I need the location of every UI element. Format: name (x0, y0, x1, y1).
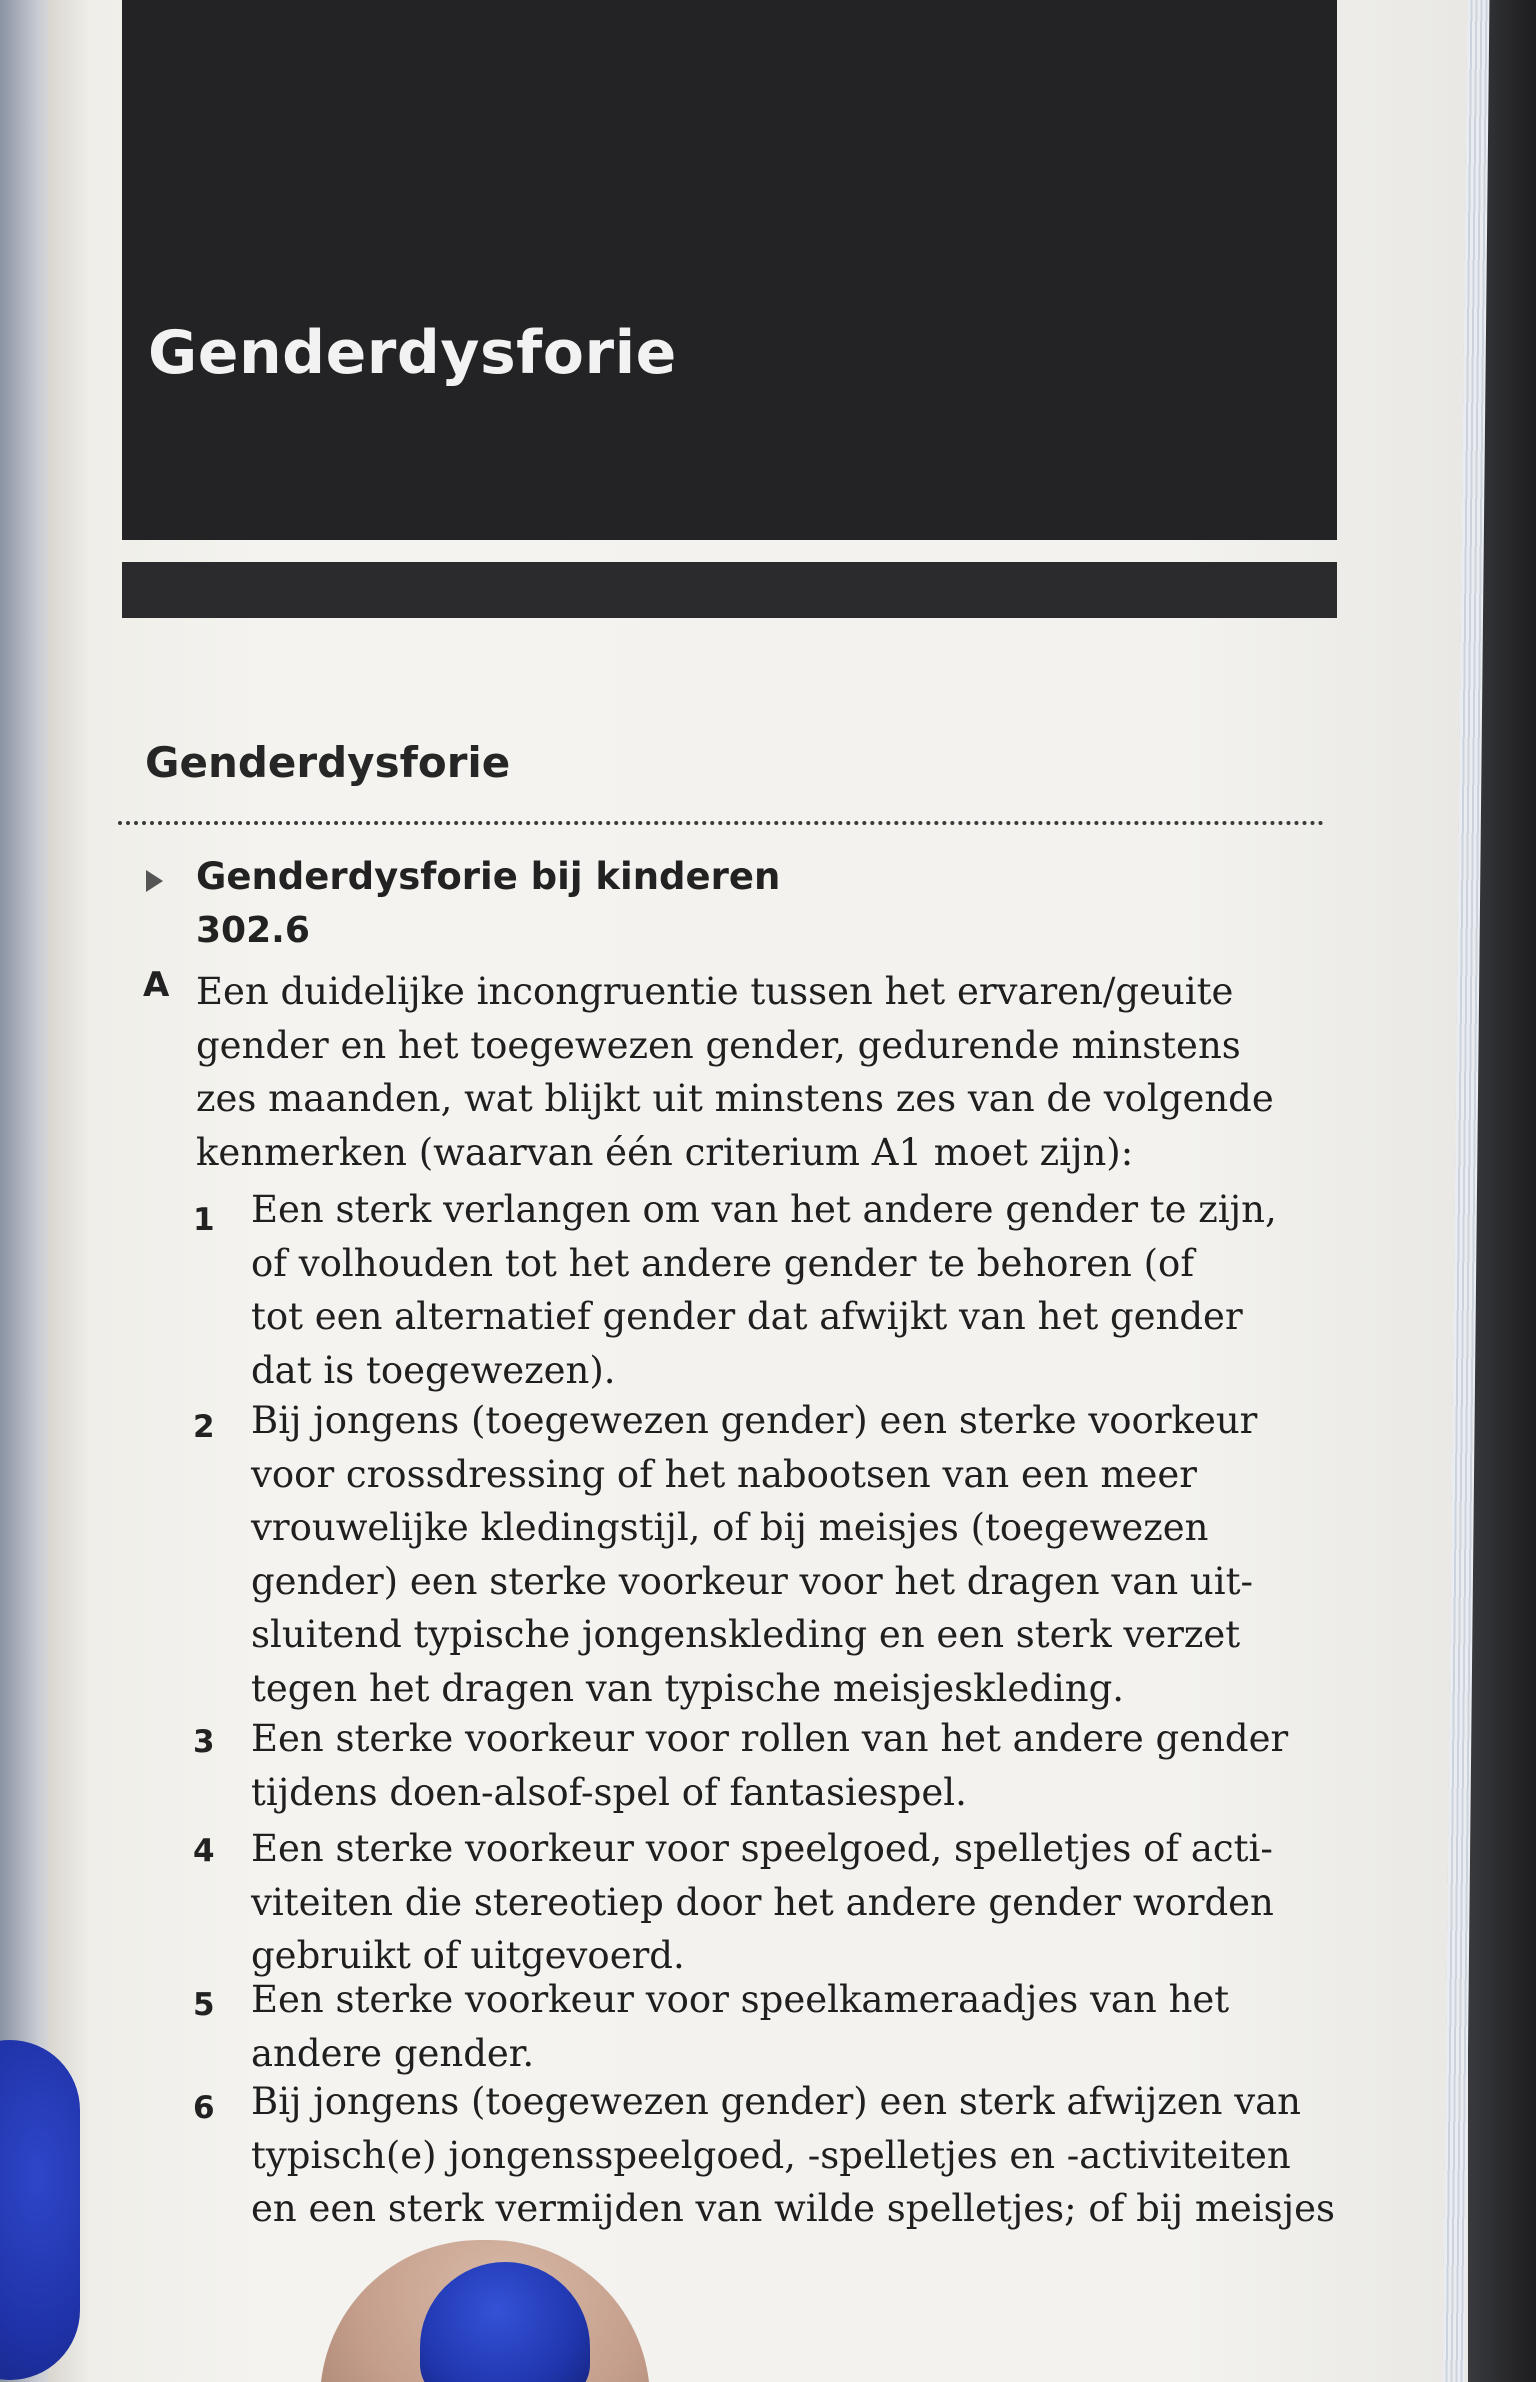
chapter-header-block (122, 0, 1337, 540)
triangle-bullet-icon (146, 870, 163, 892)
item-line: Een sterke voorkeur voor speelgoed, spelletjes of acti- (251, 1827, 1273, 1870)
item-line: Een sterke voorkeur voor speelkameraadjes van het (251, 1978, 1230, 2021)
painted-thumbnail (0, 2040, 80, 2380)
criterion-line: gender en het toegewezen gender, gedurende minstens (196, 1023, 1241, 1067)
item-line: andere gender. (251, 2031, 535, 2075)
item-line: en een sterk vermijden van wilde spelletjes; of bij meisjes (251, 2187, 1336, 2230)
subsection-title: Genderdysforie bij kinderen (196, 855, 781, 898)
item-line: Bij jongens (toegewezen gender) een sterk afwijzen van (251, 2080, 1301, 2123)
item-number: 5 (193, 1987, 215, 2023)
item-number: 3 (193, 1724, 215, 1760)
item-line: Een sterke voorkeur voor rollen van het andere gender (251, 1717, 1289, 1760)
section-title: Genderdysforie (145, 738, 511, 787)
list-item (251, 1822, 1301, 1983)
list-item (251, 1394, 1301, 1715)
list-item (251, 1183, 1301, 1397)
item-line: tot een alternatief gender dat afwijkt van het gender (251, 1295, 1243, 1338)
criterion-line: kenmerken (waarvan één criterium A1 moet zijn): (196, 1130, 1134, 1174)
criterion-line: Een duidelijke incongruentie tussen het ervaren/geuite (196, 970, 1234, 1013)
item-line: gebruikt of uitgevoerd. (251, 1934, 685, 1977)
item-line: viteiten die stereotiep door het andere gender worden (251, 1880, 1274, 1924)
list-item (251, 1973, 1301, 2080)
item-line: sluitend typische jongenskleding en een sterk verzet (251, 1613, 1241, 1656)
item-line: gender) een sterke voorkeur voor het dragen van uit- (251, 1559, 1253, 1603)
item-line: Bij jongens (toegewezen gender) een sterke voorkeur (251, 1399, 1258, 1442)
item-number: 4 (193, 1833, 215, 1869)
criterion-text (196, 965, 1301, 1179)
dotted-divider (118, 821, 1324, 825)
item-line: tegen het dragen van typische meisjeskleding. (251, 1666, 1125, 1710)
item-line: typisch(e) jongensspeelgoed, -spelletjes en -activiteiten (251, 2133, 1291, 2177)
list-item (251, 1712, 1301, 1819)
item-line: Een sterk verlangen om van het andere gender te zijn, (251, 1188, 1277, 1231)
criterion-line: zes maanden, wat blijkt uit minstens zes van de volgende (196, 1077, 1274, 1120)
header-bar (122, 562, 1337, 618)
diagnosis-code: 302.6 (196, 910, 310, 951)
item-line: voor crossdressing of het nabootsen van een meer (251, 1452, 1197, 1496)
criterion-letter: A (143, 965, 170, 1005)
item-line: vrouwelijke kledingstijl, of bij meisjes (toegewezen (251, 1506, 1209, 1549)
item-line: of volhouden tot het andere gender te behoren (of (251, 1241, 1195, 1285)
item-number: 6 (193, 2090, 215, 2126)
item-number: 1 (193, 1202, 215, 1238)
item-line: tijdens doen-alsof-spel of fantasiespel. (251, 1770, 967, 1814)
item-number: 2 (193, 1409, 215, 1445)
list-item (251, 2075, 1336, 2236)
item-line: dat is toegewezen). (251, 1348, 616, 1392)
chapter-title: Genderdysforie (148, 318, 677, 388)
